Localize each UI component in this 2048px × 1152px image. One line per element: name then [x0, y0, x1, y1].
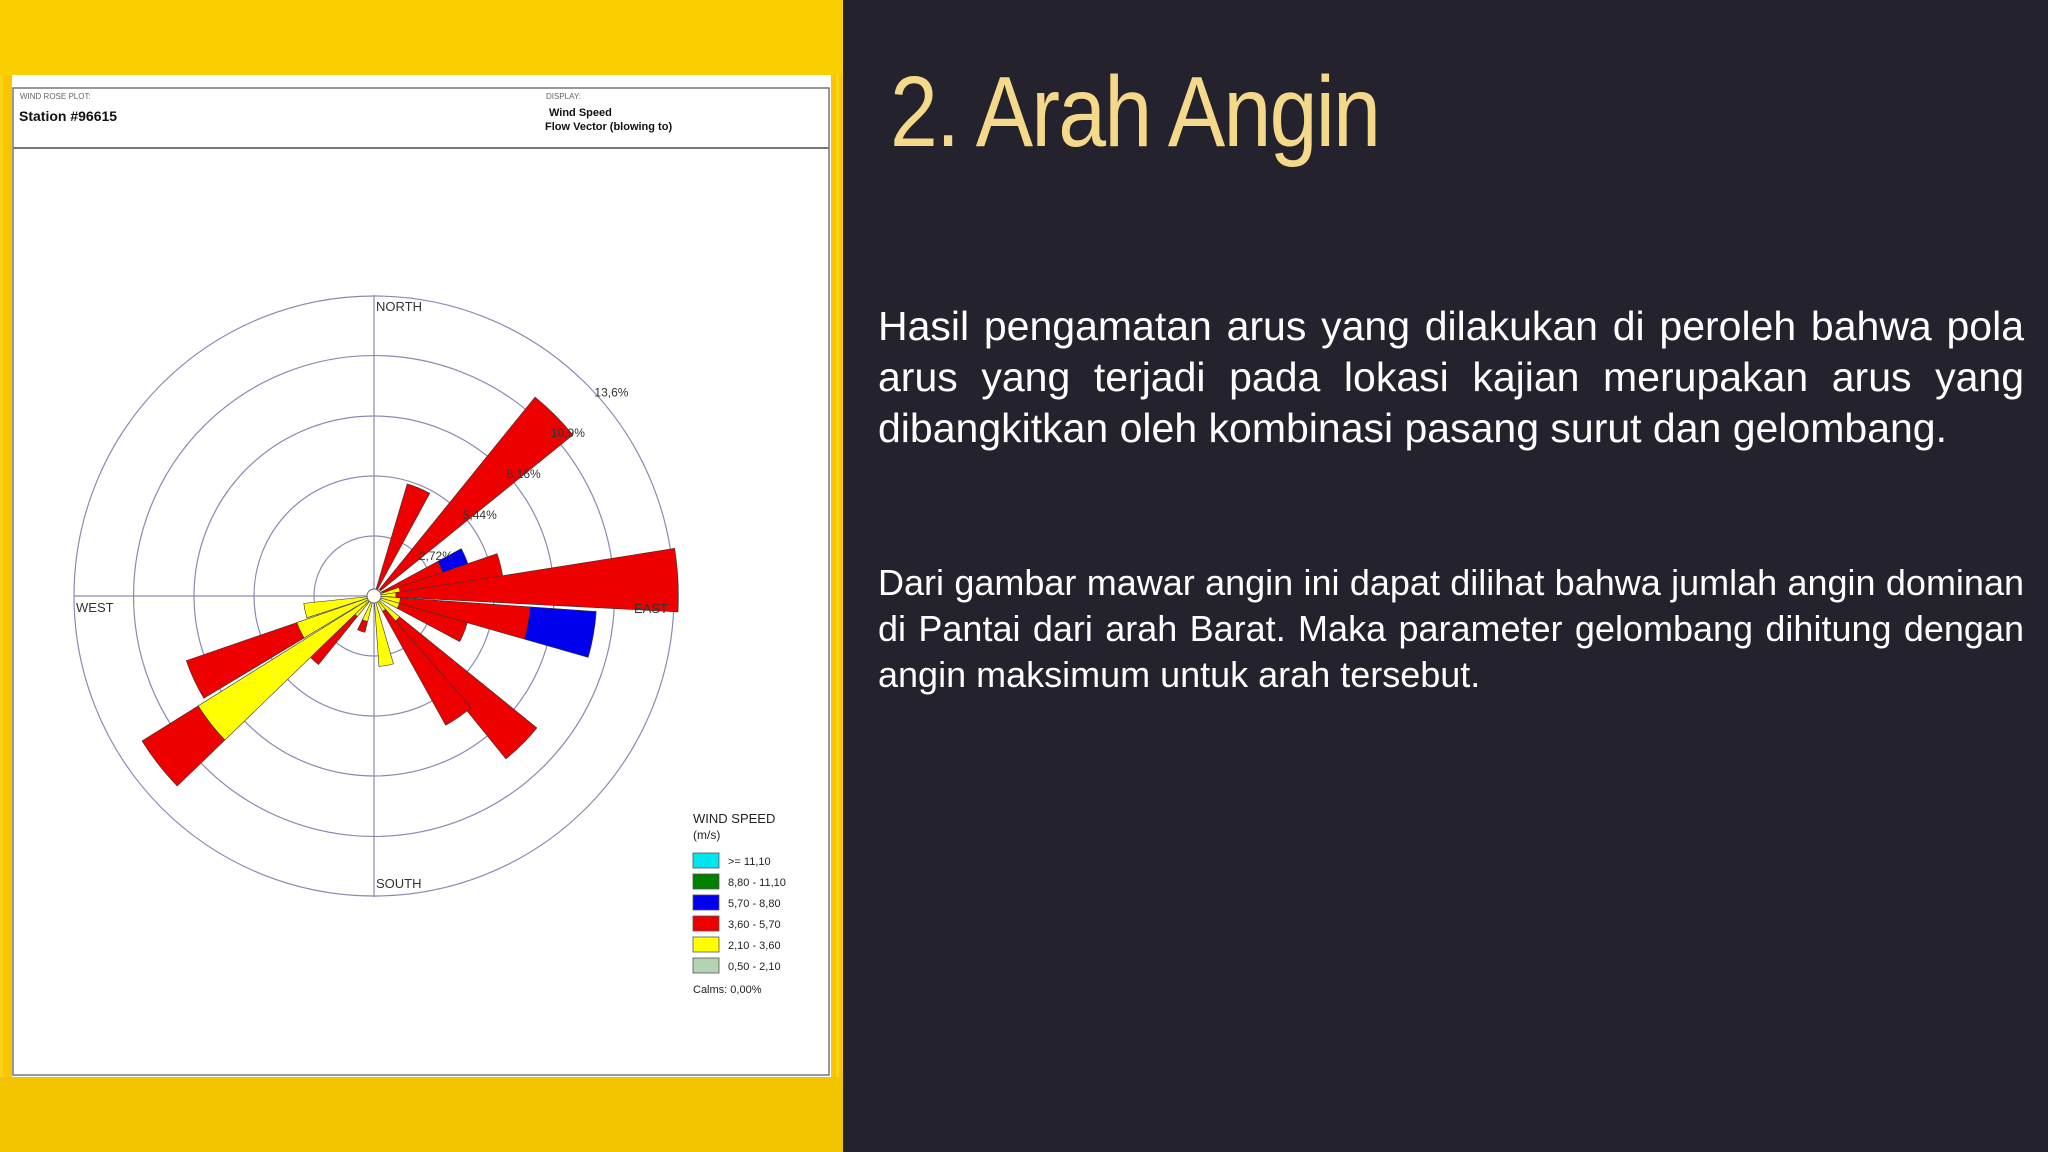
ring-label-3: 8,16% — [506, 467, 541, 482]
ring-label-2: 5,44% — [462, 508, 497, 523]
petal-11-bin-4 — [358, 620, 368, 633]
ring-label-4: 10,9% — [550, 426, 585, 441]
paragraph-wind-rose-analysis: Dari gambar mawar angin ini dapat dilihat bahwa jumlah angin dominan di Pantai dari arah Barat. Maka parameter gelombang dihitung dengan angin maksimum untuk arah tersebut. — [878, 562, 2024, 695]
ring-label-5: 13,6% — [594, 385, 629, 400]
yellow-panel — [0, 0, 843, 1152]
ring-label-1: 2,72% — [418, 549, 453, 564]
calms-label: Calms: 0,00% — [693, 984, 762, 996]
south-label: SOUTH — [376, 876, 422, 891]
panel-bottom-band — [0, 1077, 843, 1152]
petal-6-bin-3 — [525, 607, 597, 657]
legend-swatch-2 — [693, 874, 719, 889]
north-label: NORTH — [376, 299, 422, 314]
legend-label-5: 2,10 - 3,60 — [728, 940, 781, 952]
east-label: EAST — [634, 601, 668, 616]
display-flow-vector: Flow Vector (blowing to) — [545, 121, 673, 133]
legend-label-6: 0,50 - 2,10 — [728, 961, 781, 973]
legend-swatch-6 — [693, 958, 719, 973]
legend-swatch-5 — [693, 937, 719, 952]
station-label: Station #96615 — [19, 108, 118, 124]
legend-label-1: >= 11,10 — [728, 856, 771, 868]
legend-unit: (m/s) — [693, 828, 721, 842]
wind-petals — [142, 397, 678, 786]
slide-title: 2. Arah Angin — [890, 56, 1380, 168]
plot-type-label: WIND ROSE PLOT: — [20, 92, 91, 101]
legend-swatch-3 — [693, 895, 719, 910]
display-label: DISPLAY: — [546, 92, 581, 101]
wind-rose-chart — [12, 75, 831, 1077]
legend-swatch-4 — [693, 916, 719, 931]
paragraph-current-observation: Hasil pengamatan arus yang dilakukan di peroleh bahwa pola arus yang terjadi pada lokasi kajian merupakan arus yang dibangkitkan oleh kombinasi pasang surut dan gelombang. — [878, 303, 2024, 451]
legend-label-3: 5,70 - 8,80 — [728, 898, 781, 910]
rose-center — [367, 589, 381, 603]
legend-label-2: 8,80 - 11,10 — [728, 877, 786, 889]
wind-speed-legend — [693, 811, 786, 996]
display-wind-speed: Wind Speed — [549, 107, 612, 119]
panel-top-band — [0, 0, 843, 75]
west-label: WEST — [76, 600, 114, 615]
wind-rose-figure — [12, 75, 831, 1077]
legend-label-4: 3,60 - 5,70 — [728, 919, 781, 931]
legend-swatch-1 — [693, 853, 719, 868]
petal-8-bin-4 — [395, 617, 537, 759]
legend-title: WIND SPEED — [693, 811, 776, 826]
